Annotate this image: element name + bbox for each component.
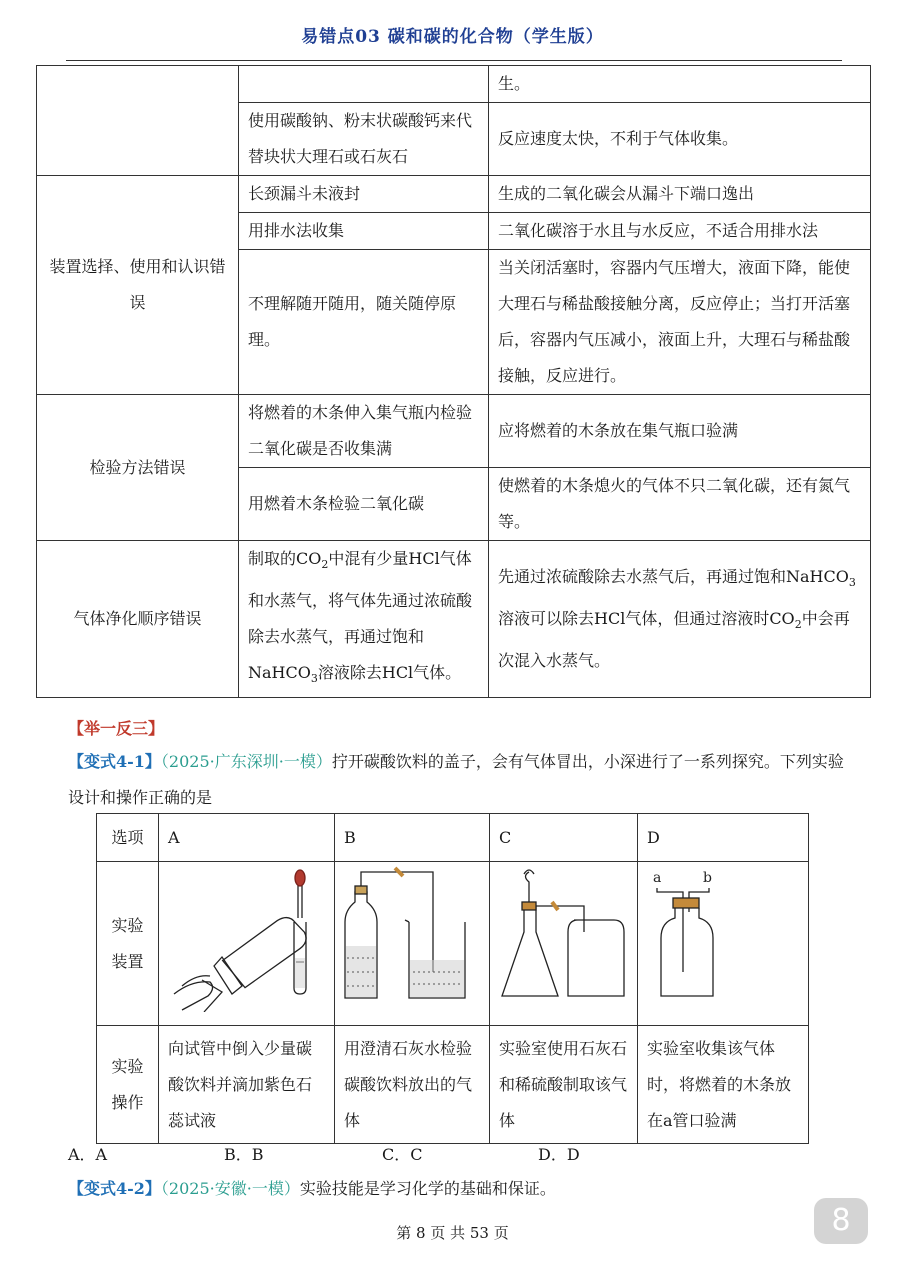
apparatus-d-cell xyxy=(638,862,809,1026)
option-label: B xyxy=(335,814,490,862)
option-label: C xyxy=(490,814,638,862)
cause-cell: 将燃着的木条伸入集气瓶内检验二氧化碳是否收集满 xyxy=(239,395,489,468)
answer-option-a[interactable]: A．A xyxy=(68,1145,108,1164)
question-source: （2025·安徽·一模） xyxy=(160,1179,300,1198)
cause-cell xyxy=(239,541,489,698)
operation-cell: 向试管中倒入少量碳酸饮料并滴加紫色石蕊试液 xyxy=(159,1026,335,1144)
choice-table xyxy=(96,813,809,1144)
subscript: 3 xyxy=(310,672,318,686)
subscript: 2 xyxy=(321,558,329,572)
operation-cell: 实验室收集该气体时，将燃着的木条放在a管口验满 xyxy=(638,1026,809,1144)
question-tag: 【变式4-1】 xyxy=(68,752,161,771)
flask-and-jar-icon xyxy=(494,862,634,1012)
operation-cell: 用澄清石灰水检验碳酸饮料放出的气体 xyxy=(335,1026,490,1144)
subscript: 3 xyxy=(848,576,856,590)
question-4-2 xyxy=(68,1176,556,1199)
text-part: 制取的CO xyxy=(248,549,322,568)
answer-option-d[interactable]: D．D xyxy=(538,1145,580,1164)
cause-cell: 不理解随开随用，随关随停原理。 xyxy=(239,250,489,395)
operation-cell: 实验室使用石灰石和稀硫酸制取该气体 xyxy=(490,1026,638,1144)
text-part: 中混有少量HCl气体和水蒸气，将气体先通过浓硫酸除去水蒸气，再通过饱和NaHCO xyxy=(248,549,473,683)
device-label: 实验装置 xyxy=(97,862,159,1026)
table-row xyxy=(97,1026,809,1144)
header-rule xyxy=(66,60,842,61)
pour-and-dropper-icon xyxy=(162,862,332,1012)
text-part: 中会再次混入水蒸气。 xyxy=(498,609,850,671)
table-row xyxy=(37,66,871,103)
effect-cell: 使燃着的木条熄火的气体不只二氧化碳，还有氮气等。 xyxy=(489,468,871,541)
question-tag: 【变式4-2】 xyxy=(68,1179,161,1198)
category-cell xyxy=(37,66,239,176)
subscript: 2 xyxy=(794,618,802,632)
question-text: 拧开碳酸饮料的盖子，会有气体冒出，小深进行了一系列探究。下列实验设计和操作正确的是 xyxy=(68,752,844,807)
answer-option-b[interactable]: B．B xyxy=(224,1145,264,1164)
effect-cell xyxy=(489,541,871,698)
page-header-title: 易错点03 碳和碳的化合物（学生版） xyxy=(301,27,604,47)
category-cell: 检验方法错误 xyxy=(37,395,239,541)
category-cell: 气体净化顺序错误 xyxy=(37,541,239,698)
answer-option-c[interactable]: C．C xyxy=(382,1145,423,1164)
text-part: 溶液可以除去HCl气体，但通过溶液时CO xyxy=(498,609,795,629)
option-label: D xyxy=(638,814,809,862)
table-row xyxy=(37,395,871,468)
question-source: （2025·广东深圳·一模） xyxy=(160,752,332,771)
tube-label-a: a xyxy=(653,870,662,886)
effect-cell: 二氧化碳溶于水且与水反应，不适合用排水法 xyxy=(489,213,871,250)
category-cell: 装置选择、使用和认识错误 xyxy=(37,176,239,395)
question-text: 实验技能是学习化学的基础和保证。 xyxy=(299,1179,556,1198)
error-table xyxy=(36,65,871,698)
apparatus-a-cell xyxy=(159,862,335,1026)
table-row xyxy=(97,862,809,1026)
cause-cell: 用排水法收集 xyxy=(239,213,489,250)
effect-cell: 反应速度太快，不利于气体收集。 xyxy=(489,103,871,176)
text-part: 溶液除去HCl气体。 xyxy=(317,663,462,683)
page-number-badge: 8 xyxy=(814,1198,868,1244)
effect-cell: 生成的二氧化碳会从漏斗下端口逸出 xyxy=(489,176,871,213)
cause-cell xyxy=(239,66,489,103)
option-label: A xyxy=(159,814,335,862)
apparatus-b-cell xyxy=(335,862,490,1026)
apparatus-c-cell xyxy=(490,862,638,1026)
table-row xyxy=(37,176,871,213)
cause-cell: 使用碳酸钠、粉末状碳酸钙来代替块状大理石或石灰石 xyxy=(239,103,489,176)
bottle-and-beaker-icon xyxy=(337,862,487,1012)
operation-label: 实验操作 xyxy=(97,1026,159,1144)
gas-collection-bottle-icon xyxy=(643,862,803,1012)
page-footer: 第 8 页 共 53 页 xyxy=(396,1224,509,1242)
effect-cell: 生。 xyxy=(489,66,871,103)
table-row xyxy=(37,541,871,698)
tube-label-b: b xyxy=(703,870,712,886)
effect-cell: 应将燃着的木条放在集气瓶口验满 xyxy=(489,395,871,468)
cause-cell: 长颈漏斗未液封 xyxy=(239,176,489,213)
effect-cell: 当关闭活塞时，容器内气压增大，液面下降，能使大理石与稀盐酸接触分离，反应停止；当打开活塞后，容器内气压减小，液面上升，大理石与稀盐酸接触，反应进行。 xyxy=(489,250,871,395)
table-row xyxy=(97,814,809,862)
section-title: 【举一反三】 xyxy=(68,719,165,738)
text-part: 先通过浓硫酸除去水蒸气后，再通过饱和NaHCO xyxy=(498,567,849,586)
header-label: 选项 xyxy=(97,814,159,862)
question-4-1 xyxy=(68,744,858,816)
cause-cell: 用燃着木条检验二氧化碳 xyxy=(239,468,489,541)
